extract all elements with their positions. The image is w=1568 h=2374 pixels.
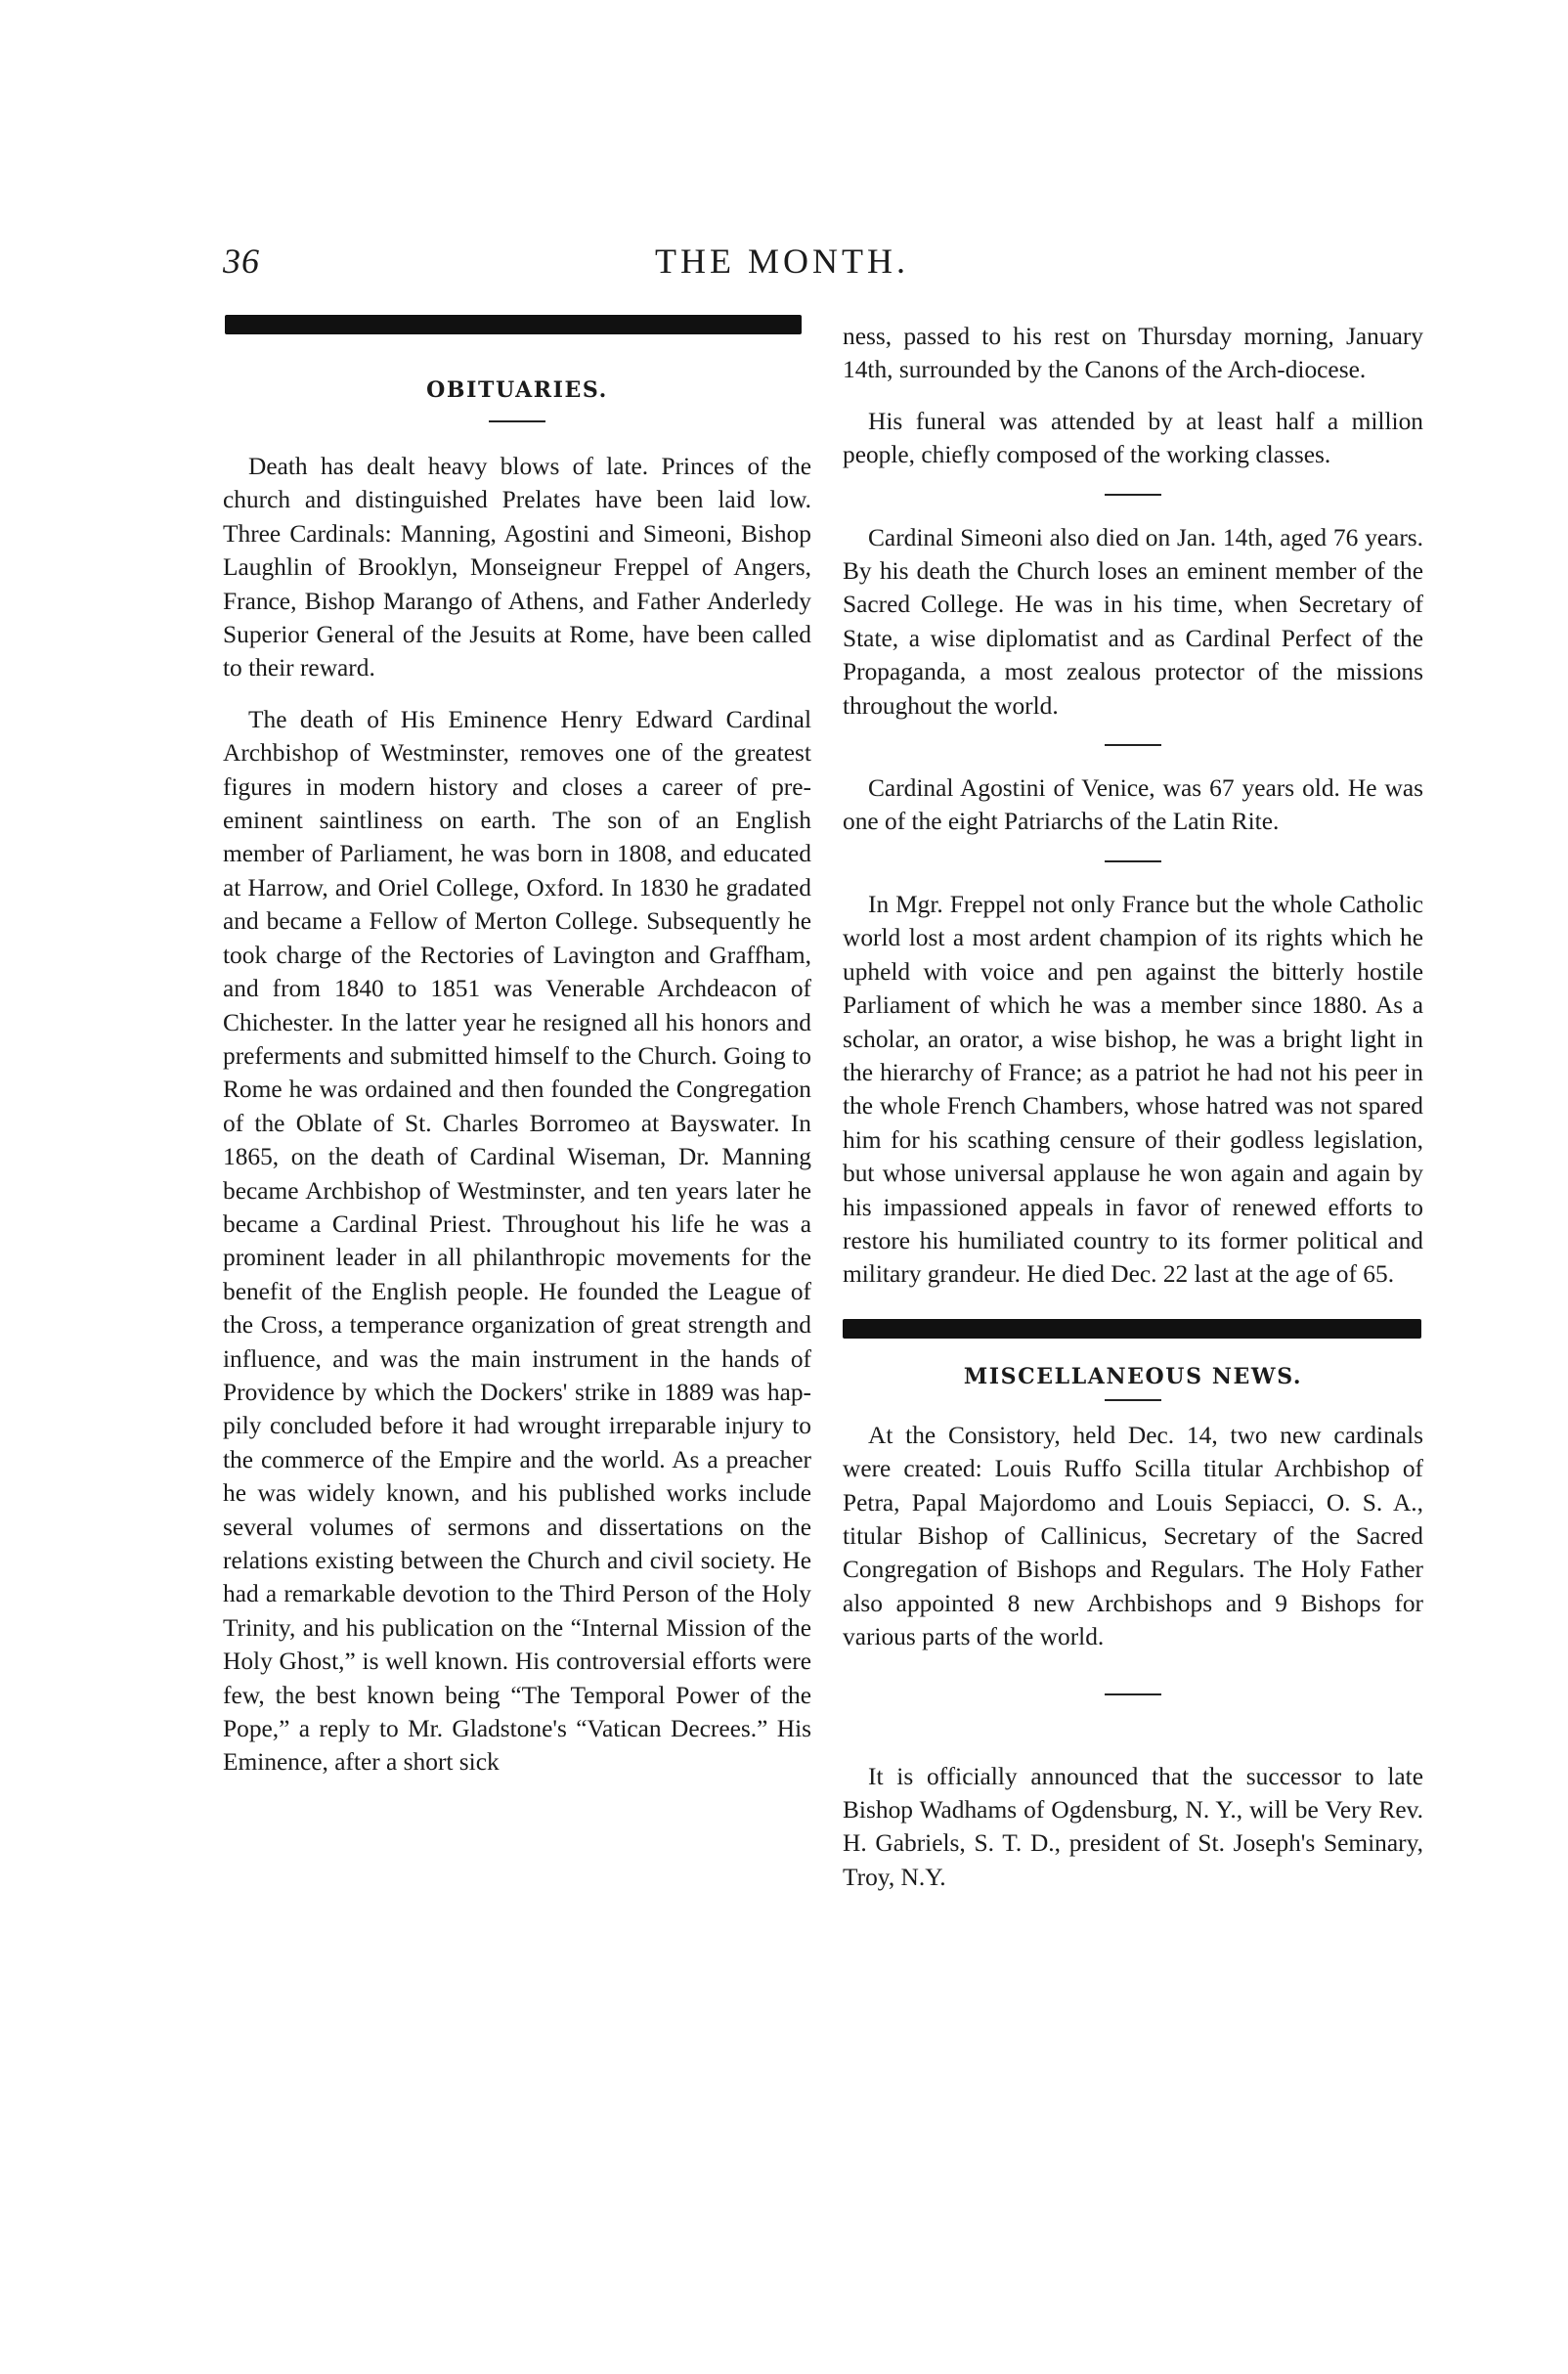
obituary-paragraph: ness, passed to his rest on Thursday morning, January 14th, surrounded by the Canons of the Arch-diocese. bbox=[843, 323, 1423, 384]
left-column bbox=[223, 315, 811, 1780]
short-divider bbox=[1105, 494, 1161, 496]
news-paragraph: It is officially announced that the successor to late Bishop Wadhams of Ogdensburg, N. Y., will be Very Rev. H. Gabriels, S. T. D., president of St. Joseph's Seminary, Troy, N.Y. bbox=[843, 1762, 1423, 1891]
obituary-paragraph: Cardinal Simeoni also died on Jan. 14th, aged 76 years. By his death the Church loses an eminent member of the Sacred College. He was in his time, when Secretary of State, a wise diplomatist and as Cardinal Perfect of the Propaganda, a most zealous protector of the missions throughout the world. bbox=[843, 523, 1423, 720]
running-title: THE MONTH. bbox=[655, 242, 909, 281]
short-divider bbox=[1105, 1693, 1161, 1695]
short-divider bbox=[1105, 744, 1161, 746]
obituary-paragraph: In Mgr. Freppel not only France but the whole Catholic world lost a most ardent champion of its rights which he upheld with voice and pen against the bitterly hostile Parliament of which he was a member since 1880. As a scholar, an orator, a wise bishop, he was a bright light in the hierarchy of France; as a patriot he had not his peer in the whole French Chambers, whose hatred was not spared him for his scathing censure of their godless legislation, but whose universal applause he won again and again by his impassioned appeals in favor of renewed efforts to restore his humiliated country to its former political and military grandeur. He died Dec. 22 last at the age of 65. bbox=[843, 890, 1423, 1289]
right-column bbox=[843, 320, 1423, 1894]
short-divider bbox=[1105, 860, 1161, 862]
obituary-paragraph: Death has dealt heavy blows of late. Princes of the church and distinguished Prelates have been laid low. Three Cardinals: Manning, Agostini and Simeoni, Bishop Laughlin of Brooklyn, Monseigneur Freppel of Angers, France, Bishop Marango of Athens, and Father Anderledy Superior General of the Jesuits at Rome, have been called to their reward. bbox=[223, 453, 811, 682]
section-rule bbox=[843, 1319, 1421, 1339]
obituary-paragraph: Cardinal Agostini of Venice, was 67 years old. He was one of the eight Patriarchs of the Latin Rite. bbox=[843, 774, 1423, 836]
news-paragraph: At the Consistory, held Dec. 14, two new cardinals were created: Louis Ruffo Scilla titular Archbishop of Petra, Papal Majordomo and Louis Sepiacci, O. S. A., titular Bishop of Callinicus, Secretary of the Sacred Congregation of Bishops and Regulars. The Holy Father also appointed 8 new Archbishops and 9 Bishops for various parts of the world. bbox=[843, 1421, 1423, 1651]
section-rule bbox=[225, 315, 802, 334]
page-number: 36 bbox=[223, 242, 260, 281]
short-divider bbox=[1105, 1399, 1161, 1401]
obituary-paragraph: The death of His Eminence Henry Edward Cardinal Archbishop of Westminster, removes one of the greatest figures in modern history and closes a career of preeminent saintliness on earth. The son of an English member of Parliament, he was born in 1808, and educated at Harrow, and Oriel College, Oxford. In 1830 he gradated and became a Fellow of Merton College. Subsequently he took charge of the Rectories of Lavington and Graffham, and from 1840 to 1851 was Venerable Archdeacon of Chichester. In the latter year he resigned all his honors and preferments and submitted himself to the Church. Going to Rome he was ordained and then founded the Congregation of the Oblate of St. Charles Borromeo at Bayswater. In 1865, on the death of Cardinal Wiseman, Dr. Manning became Archbishop of Westminster, and ten years later he became a Cardinal Priest. Throughout his life he was a prominent leader in all philanthropic movements for the benefit of the English people. He founded the League of the Cross, a temperance organization of great strength and influence, and was the main instrument in the hands of Providence by which the Dockers' strike in 1889 was happily concluded before it had wrought irreparable injury to the commerce of the Empire and the world. As a preacher he was widely known, and his published works include several volumes of sermons and dissertations on the relations existing between the Church and civil society. He had a remarkable devotion to the Third Person of the Holy Trinity, and his publication on the “Internal Mission of the Holy Ghost,” is well known. His controversial efforts were few, the best known being “The Temporal Power of the Pope,” a reply to Mr. Gladstone's “Vatican Decrees.” His Eminence, after a short sick bbox=[223, 705, 811, 1777]
section-title-obituaries: OBITUARIES. bbox=[426, 377, 608, 403]
section-title-miscellaneous-news: MISCELLANEOUS NEWS. bbox=[963, 1363, 1303, 1389]
short-divider bbox=[489, 420, 545, 422]
obituary-paragraph: His funeral was attended by at least half a million people, chiefly composed of the working classes. bbox=[843, 407, 1423, 469]
